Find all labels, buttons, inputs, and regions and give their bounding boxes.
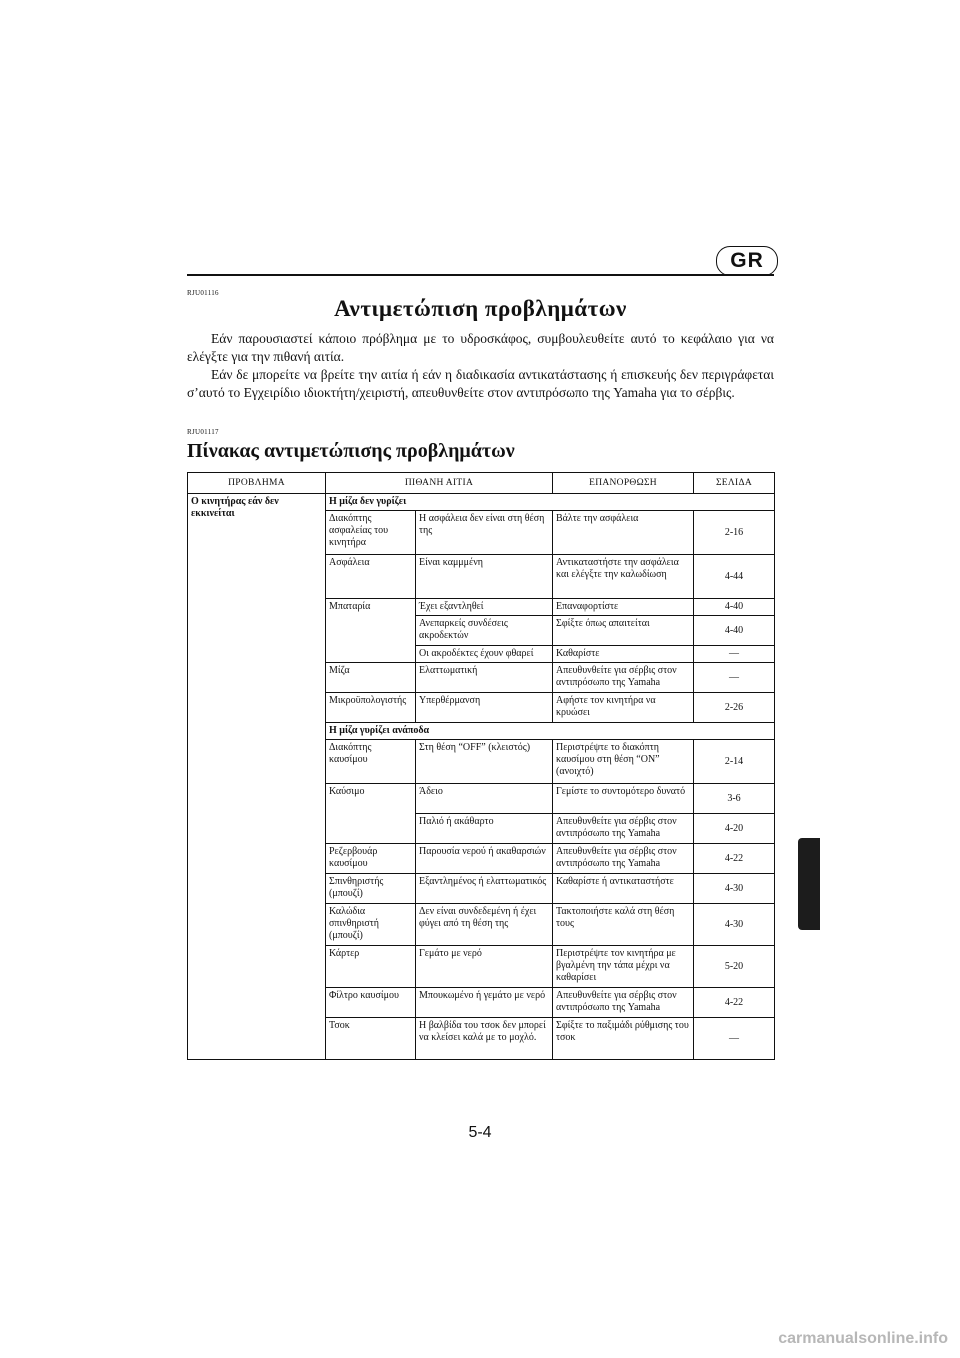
chapter-tab xyxy=(798,838,820,930)
page-title: Αντιμετώπιση προβλημάτων xyxy=(334,296,627,321)
group-heading: Η μίζα δεν γυρίζει xyxy=(326,494,775,511)
page-cell: 2-26 xyxy=(694,693,775,723)
item-cell: Καύσιμο xyxy=(326,784,416,844)
remedy-cell: Βάλτε την ασφάλεια xyxy=(553,511,694,555)
intro-paragraph: Εάν δε μπορείτε να βρείτε την αιτία ή εάν η διαδικασία αντικατάστασης ή επισκευής δεν περιγράφεται σ’αυτό το Εγχειρίδιο ιδιοκτήτη/χειριστή, απευθυνθείτε στον αντιπρόσωπο της Yamaha για το σέρβις. xyxy=(187,367,774,400)
page-cell: 2-14 xyxy=(694,740,775,784)
remedy-cell: Καθαρίστε ή αντικαταστήστε xyxy=(553,874,694,904)
remedy-cell: Απευθυνθείτε για σέρβις στον αντιπρόσωπο της Yamaha xyxy=(553,988,694,1018)
remedy-cell: Τακτοποιήστε καλά στη θέση τους xyxy=(553,904,694,946)
page-cell: 4-40 xyxy=(694,616,775,646)
item-cell: Τσοκ xyxy=(326,1018,416,1060)
page-cell: 4-20 xyxy=(694,814,775,844)
page-cell: 2-16 xyxy=(694,511,775,555)
cause-cell: Υπερθέρμανση xyxy=(416,693,553,723)
remedy-cell: Αφήστε τον κινητήρα να κρυώσει xyxy=(553,693,694,723)
cause-cell: Έχει εξαντληθεί xyxy=(416,599,553,616)
page-cell: 5-20 xyxy=(694,946,775,988)
remedy-cell: Περιστρέψτε το διακόπτη καυσίμου στη θέση “ON” (ανοιχτό) xyxy=(553,740,694,784)
page-cell: 4-40 xyxy=(694,599,775,616)
cause-cell: Γεμάτο με νερό xyxy=(416,946,553,988)
remedy-cell: Απευθυνθείτε για σέρβις στον αντιπρόσωπο της Yamaha xyxy=(553,814,694,844)
remedy-cell: Απευθυνθείτε για σέρβις στον αντιπρόσωπο της Yamaha xyxy=(553,663,694,693)
cause-cell: Παρουσία νερού ή ακαθαρσιών xyxy=(416,844,553,874)
item-cell: Διακόπτης ασφαλείας του κινητήρα xyxy=(326,511,416,555)
page-cell: — xyxy=(694,1018,775,1060)
item-cell: Ρεζερβουάρ καυσίμου xyxy=(326,844,416,874)
item-cell: Καλώδια σπινθηριστή (μπουζί) xyxy=(326,904,416,946)
header-rule xyxy=(187,274,774,276)
page-cell: 4-44 xyxy=(694,555,775,599)
table-row xyxy=(188,494,775,511)
troubleshooting-table xyxy=(187,472,775,1060)
header-cause: ΠΙΘΑΝΗ ΑΙΤΙΑ xyxy=(326,473,553,494)
cause-cell: Δεν είναι συνδεδεμένη ή έχει φύγει από τη θέση της xyxy=(416,904,553,946)
cause-cell: Παλιό ή ακάθαρτο xyxy=(416,814,553,844)
item-cell: Φίλτρο καυσίμου xyxy=(326,988,416,1018)
item-cell: Κάρτερ xyxy=(326,946,416,988)
item-cell: Μπαταρία xyxy=(326,599,416,663)
remedy-cell: Σφίξτε όπως απαιτείται xyxy=(553,616,694,646)
page-cell: 4-22 xyxy=(694,844,775,874)
item-cell: Μίζα xyxy=(326,663,416,693)
header-problem: ΠΡΟΒΛΗΜΑ xyxy=(188,473,326,494)
cause-cell: Στη θέση “OFF” (κλειστός) xyxy=(416,740,553,784)
group-heading: Η μίζα γυρίζει ανάποδα xyxy=(326,723,775,740)
remedy-cell: Περιστρέψτε τον κινητήρα με βγαλμένη την τάπα μέχρι να καθαρίσει xyxy=(553,946,694,988)
remedy-cell: Γεμίστε το συντομότερο δυνατό xyxy=(553,784,694,814)
table-header-row xyxy=(188,473,775,494)
remedy-cell: Απευθυνθείτε για σέρβις στον αντιπρόσωπο της Yamaha xyxy=(553,844,694,874)
page-cell: 4-22 xyxy=(694,988,775,1018)
remedy-cell: Σφίξτε το παξιμάδι ρύθμισης του τσοκ xyxy=(553,1018,694,1060)
language-badge: GR xyxy=(716,246,778,276)
section-code: RJU01116 xyxy=(187,289,219,297)
cause-cell: Ελαττωματική xyxy=(416,663,553,693)
intro-paragraph: Εάν παρουσιαστεί κάποιο πρόβλημα με το υδροσκάφος, συμβουλευθείτε αυτό το κεφάλαιο για να ελέγξτε για την πιθανή αιτία. xyxy=(187,331,774,364)
item-cell: Σπινθηριστής (μπουζί) xyxy=(326,874,416,904)
cause-cell: Η βαλβίδα του τσοκ δεν μπορεί να κλείσει καλά με το μοχλό. xyxy=(416,1018,553,1060)
page-number: 5-4 xyxy=(468,1124,492,1141)
page-cell: 3-6 xyxy=(694,784,775,814)
remedy-cell: Καθαρίστε xyxy=(553,646,694,663)
cause-cell: Μπουκωμένο ή γεμάτο με νερό xyxy=(416,988,553,1018)
intro-text xyxy=(187,330,774,402)
section-code: RJU01117 xyxy=(187,428,219,436)
cause-cell: Άδειο xyxy=(416,784,553,814)
page-cell: — xyxy=(694,646,775,663)
item-cell: Ασφάλεια xyxy=(326,555,416,599)
remedy-cell: Επαναφορτίστε xyxy=(553,599,694,616)
page-cell: 4-30 xyxy=(694,904,775,946)
cause-cell: Ανεπαρκείς συνδέσεις ακροδεκτών xyxy=(416,616,553,646)
problem-cell: Ο κινητήρας εάν δεν εκκινείται xyxy=(188,494,326,1060)
cause-cell: Η ασφάλεια δεν είναι στη θέση της xyxy=(416,511,553,555)
page-cell: — xyxy=(694,663,775,693)
cause-cell: Οι ακροδέκτες έχουν φθαρεί xyxy=(416,646,553,663)
header-remedy: ΕΠΑΝΟΡΘΩΣΗ xyxy=(553,473,694,494)
watermark: carmanualsonline.info xyxy=(778,1330,948,1347)
item-cell: Μικροϋπολογιστής xyxy=(326,693,416,723)
cause-cell: Εξαντλημένος ή ελαττωματικός xyxy=(416,874,553,904)
page-cell: 4-30 xyxy=(694,874,775,904)
header-page: ΣΕΛΙΔΑ xyxy=(694,473,775,494)
remedy-cell: Αντικαταστήστε την ασφάλεια και ελέγξτε την καλωδίωση xyxy=(553,555,694,599)
item-cell: Διακόπτης καυσίμου xyxy=(326,740,416,784)
section-title: Πίνακας αντιμετώπισης προβλημάτων xyxy=(187,440,515,462)
cause-cell: Είναι καμμμένη xyxy=(416,555,553,599)
